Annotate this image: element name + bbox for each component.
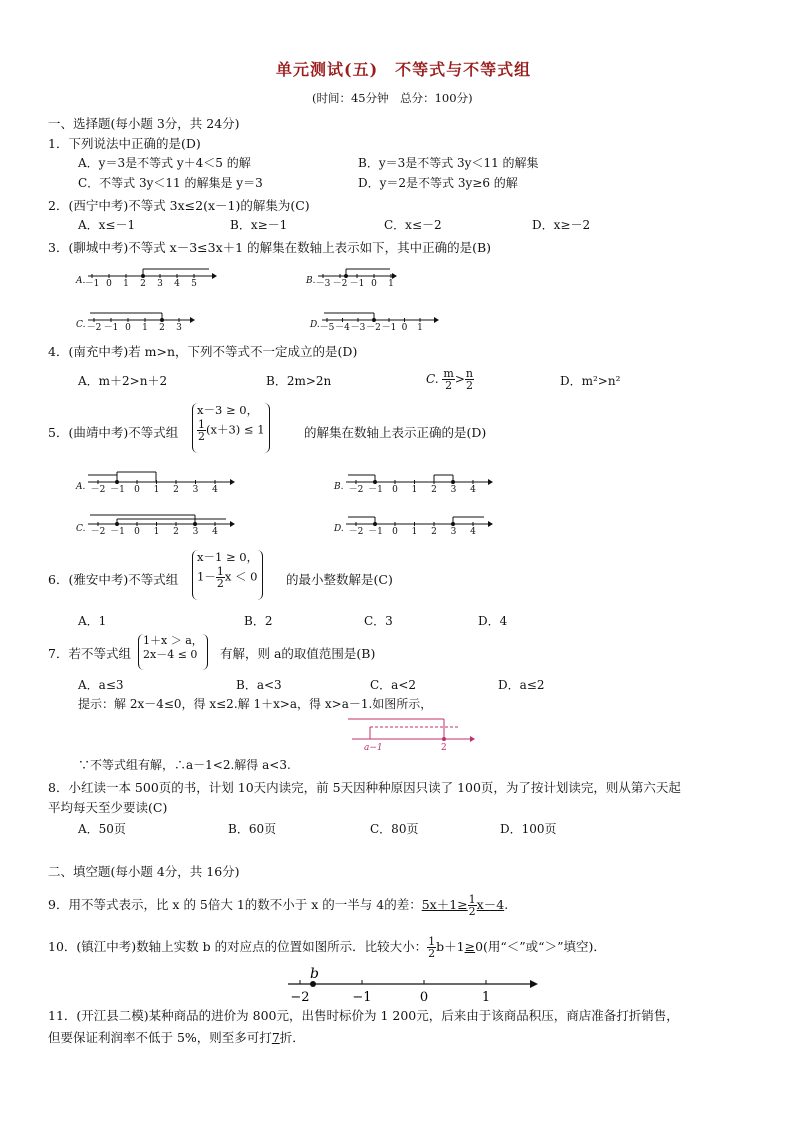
tick-label: －1 <box>381 323 397 333</box>
page-title: 单元测试(五) 不等式与不等式组 <box>276 60 532 79</box>
q5-stem-pre: 5．(曲靖中考)不等式组 <box>48 425 179 440</box>
tick-label: 3 <box>176 323 182 333</box>
q4-option-c-label: C. <box>426 372 439 386</box>
q2-option-a: A．x≤－1 <box>78 218 136 232</box>
tick-label: 4 <box>212 527 218 537</box>
q6-system <box>192 550 263 600</box>
q1-stem: 1．下列说法中正确的是(D) <box>48 136 201 151</box>
section-heading-1: 一、选择题(每小题 3分，共 24分) <box>48 116 240 131</box>
tick-label: 0 <box>106 279 112 289</box>
q3-numberline-a <box>76 264 216 290</box>
tick-label: 2 <box>431 527 437 537</box>
q8-stem-2: 平均每天至少要读(C) <box>48 800 168 815</box>
tick-label: 2 <box>159 323 165 333</box>
q7-stem-pre: 7．若不等式组 <box>48 646 131 661</box>
q2-option-b: B．x≥－1 <box>230 218 288 232</box>
tick-label: 3 <box>157 279 163 289</box>
q5-stem-post: 的解集在数轴上表示正确的是(D) <box>304 425 487 440</box>
tick-label: －2 <box>332 279 348 289</box>
tick-label: 1 <box>153 485 160 495</box>
tick-label: 1 <box>153 527 160 537</box>
q3-numberline-b <box>306 264 396 290</box>
tick-label: －2 <box>366 323 381 333</box>
tick-label: 3 <box>192 485 199 495</box>
q3-label-a: A. <box>76 276 86 286</box>
q3-label-c: C. <box>76 320 86 330</box>
tick-label: 3 <box>450 527 457 537</box>
q9-stem: 9．用不等式表示，比 x 的 5倍大 1的数不小于 x 的一半与 4的差：5x＋1≥ $\frac{1}{2}$ x－4. <box>48 893 509 918</box>
q6-stem-pre: 6．(雅安中考)不等式组 <box>48 572 179 587</box>
q1-option-a: A．y＝3是不等式 y＋4＜5 的解 <box>78 156 251 170</box>
tick-label: －2 <box>90 527 106 537</box>
q7-option-d: D．a≤2 <box>498 678 545 692</box>
tick-label: 2 <box>173 485 179 495</box>
q3-numberline-d <box>310 308 440 334</box>
q6-system-line2: 1－ $\frac{1}{2}$ x ＜ 0 <box>197 564 258 590</box>
q5-numberline-c <box>76 512 236 538</box>
tick-label: 1 <box>411 527 418 537</box>
tick-label: 0 <box>392 527 398 537</box>
q7-option-c: C．a<2 <box>370 678 417 692</box>
tick-label: −1 <box>352 990 372 1005</box>
q11-stem: 11．(开江县二模)某种商品的进价为 800元，出售时标价为 1 200元，后来由于该商品积压，商店准备打折销售， <box>48 1008 679 1023</box>
tick-label: 1 <box>142 323 148 333</box>
tick-label: －1 <box>368 485 383 495</box>
tick-label: －1 <box>103 323 119 333</box>
q10-numberline <box>284 966 540 1006</box>
q6-option-b: B．2 <box>244 614 273 628</box>
q7-fig-label-a: a−1 <box>364 743 383 753</box>
q4-option-a: A．m＋2>n＋2 <box>78 374 168 388</box>
q7-hint-figure <box>346 716 478 752</box>
tick-label: －4 <box>335 323 350 333</box>
tick-label: －1 <box>349 279 365 289</box>
tick-label: 0 <box>134 485 140 495</box>
tick-label: －2 <box>86 323 102 333</box>
q4-fraction-n: $\frac{n}{2}$ <box>465 367 473 392</box>
q1-option-b: B．y＝3是不等式 3y＜11 的解集 <box>358 156 539 170</box>
q8-option-d: D．100页 <box>500 822 557 836</box>
q8-option-a: A．50页 <box>78 822 126 836</box>
tick-label: 2 <box>140 279 146 289</box>
tick-label: 0 <box>419 990 429 1005</box>
tick-label: －3 <box>315 279 331 289</box>
q6-option-a: A．1 <box>78 614 107 628</box>
tick-label: 3 <box>450 485 457 495</box>
q2-stem: 2．(西宁中考)不等式 3x≤2(x－1)的解集为(C) <box>48 198 310 213</box>
q1-option-d: D．y＝2是不等式 3y≥6 的解 <box>358 176 518 190</box>
q4-gt: > <box>454 372 465 386</box>
q10-stem: 10．(镇江中考)数轴上实数 b 的对应点的位置如图所示．比较大小： $\frac{1}{2}$ b＋1≥0(用“＜”或“＞”填空)． <box>48 935 606 960</box>
q7-fig-label-2: 2 <box>441 743 447 753</box>
q8-stem: 8．小红读一本 500页的书，计划 10天内读完，前 5天因种种原因只读了 100页，为了按计划读完，则从第六天起 <box>48 780 681 795</box>
q5-system-line1: x－3 ≥ 0， <box>197 403 259 417</box>
q7-system-line2: 2x－4 ≤ 0 <box>143 648 198 662</box>
q4-stem: 4．(南充中考)若 m>n，下列不等式不一定成立的是(D) <box>48 344 358 359</box>
tick-label: 3 <box>192 527 199 537</box>
q7-stem-post: 有解，则 a的取值范围是(B) <box>220 646 376 661</box>
q5-label-d: D. <box>334 524 344 534</box>
q7-option-a: A．a≤3 <box>78 678 124 692</box>
q5-system <box>192 403 270 453</box>
q7-hint: 提示：解 2x－4≤0，得 x≤2.解 1＋x>a，得 x>a－1.如图所示， <box>78 697 433 711</box>
q3-label-b: B. <box>306 276 316 286</box>
tick-label: －2 <box>90 485 106 495</box>
q5-label-a: A. <box>76 482 86 492</box>
q9-answer: 5x＋1≥ $\frac{1}{2}$ x－4 <box>421 893 505 918</box>
tick-label: －3 <box>350 323 366 333</box>
q5-numberline-b <box>334 470 494 496</box>
tick-label: 1 <box>481 990 491 1005</box>
tick-label: 1 <box>388 279 394 289</box>
tick-label: 4 <box>470 527 476 537</box>
q5-system-line2: $\frac{1}{2}$ (x＋3) ≤ 1 <box>198 417 265 443</box>
q4-option-d: D．m²>n² <box>560 374 621 388</box>
tick-label: －1 <box>84 279 100 289</box>
q2-option-d: D．x≥－2 <box>532 218 591 232</box>
tick-label: 2 <box>173 527 179 537</box>
tick-label: 1 <box>411 485 418 495</box>
q3-numberline-c <box>76 308 196 334</box>
tick-label: －2 <box>348 485 364 495</box>
q6-option-c: C．3 <box>364 614 393 628</box>
q5-numberline-d <box>334 512 494 538</box>
tick-label: 1 <box>123 279 129 289</box>
q2-option-c: C．x≤－2 <box>384 218 442 232</box>
q4-fraction-m: $\frac{m}{2}$ <box>443 367 454 392</box>
tick-label: 5 <box>191 279 197 289</box>
tick-label: －1 <box>110 485 125 495</box>
q5-label-c: C. <box>76 524 86 534</box>
q3-label-d: D. <box>310 320 320 330</box>
subtitle: (时间：45分钟 总分：100分) <box>312 91 473 105</box>
q4-option-c <box>426 368 474 391</box>
q7-option-b: B．a<3 <box>236 678 282 692</box>
q6-system-line1: x－1 ≥ 0， <box>197 550 259 564</box>
q7-system <box>138 634 208 670</box>
q7-system-line1: 1＋x ＞ a， <box>143 634 203 647</box>
q6-option-d: D．4 <box>478 614 508 628</box>
tick-label: 4 <box>212 485 218 495</box>
q10-answer: ≥ <box>464 939 476 954</box>
q11-stem-2: 但要保证利润率不低于 5%，则至多可打7折． <box>48 1030 305 1045</box>
tick-label: －1 <box>368 527 383 537</box>
tick-label: 0 <box>401 323 408 333</box>
q11-answer: 7 <box>271 1030 280 1045</box>
tick-label: 1 <box>417 323 423 333</box>
tick-label: 0 <box>371 279 377 289</box>
q5-label-b: B. <box>334 482 344 492</box>
tick-label: 0 <box>134 527 140 537</box>
tick-label: 0 <box>392 485 398 495</box>
tick-label: －2 <box>348 527 364 537</box>
q7-hint-2: ∵不等式组有解，∴a－1<2.解得 a<3. <box>78 758 291 772</box>
section-heading-2: 二、填空题(每小题 4分，共 16分) <box>48 864 240 879</box>
q6-stem-post: 的最小整数解是(C) <box>286 572 393 587</box>
q8-option-b: B．60页 <box>228 822 277 836</box>
q10-b-label: b <box>310 966 319 982</box>
tick-label: －1 <box>110 527 125 537</box>
tick-label: －5 <box>319 323 335 333</box>
q4-option-b: B．2m>2n <box>266 374 332 388</box>
tick-label: 4 <box>174 279 180 289</box>
tick-label: 4 <box>470 485 476 495</box>
q5-numberline-a <box>76 470 236 496</box>
q3-stem: 3．(聊城中考)不等式 x－3≤3x＋1 的解集在数轴上表示如下，其中正确的是(B) <box>48 240 492 255</box>
q1-option-c: C．不等式 3y＜11 的解集是 y＝3 <box>78 176 263 190</box>
tick-label: −2 <box>290 990 310 1005</box>
tick-label: 2 <box>431 485 437 495</box>
tick-label: 0 <box>125 323 131 333</box>
q8-option-c: C．80页 <box>370 822 419 836</box>
